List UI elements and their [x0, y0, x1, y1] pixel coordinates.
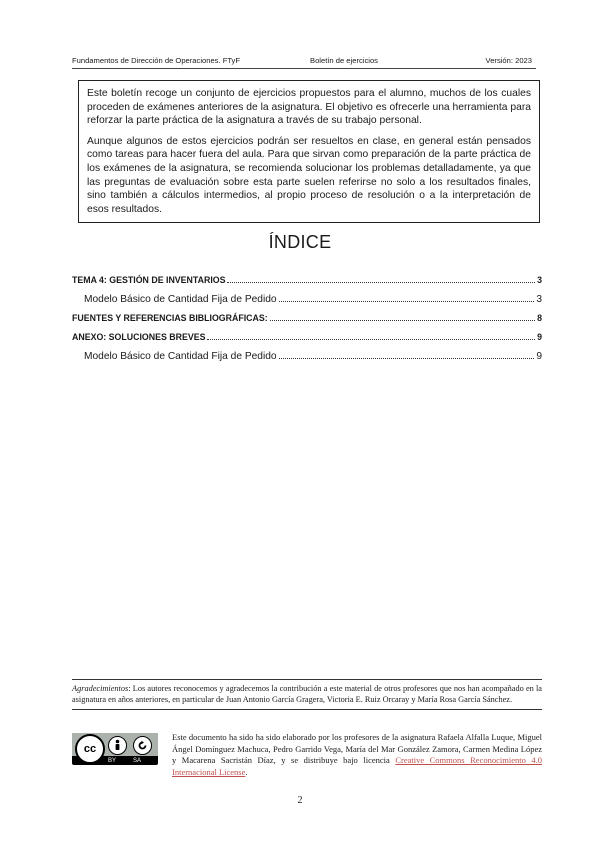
license-link[interactable]: Creative Commons Reconocimiento 4.0 Internacional License — [172, 755, 542, 777]
badge-by-label: BY — [108, 758, 117, 764]
license-end: . — [245, 766, 248, 777]
header-course-title: Fundamentos de Dirección de Operaciones. FTyF — [72, 56, 240, 65]
index-title: ÍNDICE — [268, 232, 332, 252]
page-number: 2 — [297, 795, 303, 806]
cc-logo-icon: cc — [75, 734, 105, 764]
intro-box — [78, 80, 540, 223]
toc-entry-label: ANEXO: SOLUCIONES BREVES — [72, 332, 206, 342]
toc-entry-fuentes[interactable] — [72, 313, 542, 332]
share-alike-arrow-icon — [134, 737, 151, 754]
license-notice — [172, 732, 542, 778]
toc-entry-label: TEMA 4: GESTIÓN DE INVENTARIOS — [72, 275, 226, 285]
page-header — [72, 56, 536, 69]
toc-leader-dots — [227, 282, 535, 283]
acknowledgements — [72, 679, 542, 710]
acknowledgements-text: : Los autores reconocemos y agradecemos la contribución a este material de otros profesores que nos han acompañado en la asignatura en años anteriores, en particular de Juan Antonio García Gragera, Victoria E. Ruiz Orcaray y María Rosa García Sánchez. — [72, 684, 542, 705]
toc-entry-anexo[interactable] — [72, 332, 542, 351]
toc-entry-page: 3 — [536, 294, 542, 305]
acknowledgements-lead: Agradecimientos — [72, 684, 129, 693]
toc-leader-dots — [270, 320, 535, 321]
intro-paragraph-2: Aunque algunos de estos ejercicios podrán ser resueltos en clase, en general están pensados como tareas para hacer fuera del aula. Para que sirvan como preparación de la parte práctica de los exámenes de la asignatura, se recomienda solucionar los problemas detalladamente, ya que las preguntas de evaluación sobre esta parte suelen referirse no solo a los resultados finales, sino también a cálculos intermedios, al propio proceso de resolución o a la interpretación de esos resultados. — [87, 135, 531, 215]
toc-entry-page: 9 — [537, 332, 542, 342]
attribution-person-icon — [108, 736, 127, 755]
header-document-type: Boletín de ejercicios — [310, 56, 378, 65]
toc-entry-label: Modelo Básico de Cantidad Fija de Pedido — [84, 294, 277, 305]
header-version: Versión: 2023 — [485, 56, 532, 65]
share-alike-icon — [133, 736, 152, 755]
toc-leader-dots — [279, 301, 535, 302]
toc-entry-label: Modelo Básico de Cantidad Fija de Pedido — [84, 351, 277, 362]
table-of-contents — [72, 275, 542, 370]
cc-by-sa-badge-icon[interactable] — [72, 733, 158, 765]
intro-paragraph-1: Este boletín recoge un conjunto de ejercicios propuestos para el alumno, muchos de los cuales proceden de exámenes anteriores de la asignatura. El objetivo es ofrecerle una herramienta para reforzar la parte práctica de la asignatura a través de su trabajo personal. — [87, 88, 531, 127]
toc-entry-tema4[interactable] — [72, 275, 542, 294]
toc-entry-page: 3 — [537, 275, 542, 285]
badge-sa-label: SA — [133, 758, 142, 764]
person-icon — [109, 737, 126, 754]
toc-entry-page: 9 — [536, 351, 542, 362]
toc-leader-dots — [279, 358, 535, 359]
toc-entry-modelo-basico-2[interactable] — [72, 351, 542, 370]
toc-leader-dots — [207, 339, 535, 340]
toc-entry-modelo-basico-1[interactable] — [72, 294, 542, 313]
license-text: Este documento ha sido ha sido elaborado por los profesores de la asignatura Rafaela Alfalla Luque, Miguel Ángel Domínguez Machuca, Pedro Garrido Vega, María del Mar González Zamora, Carmen Medina López y Macarena Sacristán Díaz, y se distribuye bajo licencia — [172, 732, 542, 765]
toc-entry-page: 8 — [537, 313, 542, 323]
toc-entry-label: FUENTES Y REFERENCIAS BIBLIOGRÁFICAS: — [72, 313, 268, 323]
